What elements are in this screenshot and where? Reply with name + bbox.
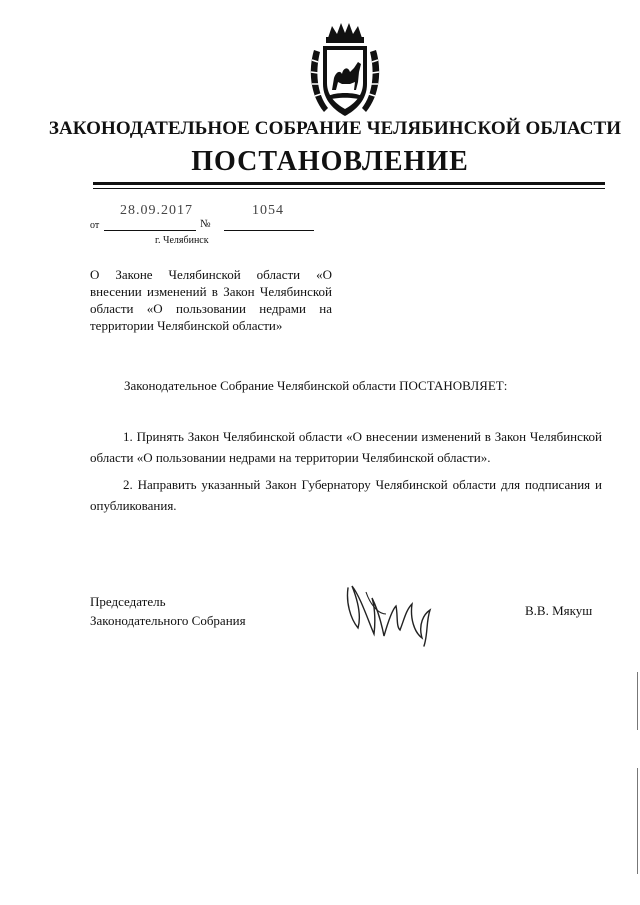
resolution-item-2: 2. Направить указанный Закон Губернатору Челябинской области для подписания и опубликования. [90,477,602,513]
number-label: № [200,218,211,230]
number-underline [224,230,314,231]
city-label: г. Челябинск [155,235,209,246]
preamble: Законодательное Собрание Челябинской области ПОСТАНОВЛЯЕТ: [124,378,508,393]
document-subject: О Законе Челябинской области «О внесении изменений в Закон Челябинской области «О пользовании недрами на территории Челябинской области» [90,267,332,333]
date-label: от [90,220,100,231]
document-type-title: ПОСТАНОВЛЕНИЕ [191,146,469,177]
date-underline [104,230,196,231]
resolution-item-1: 1. Принять Закон Челябинской области «О внесении изменений в Закон Челябинской области «О пользовании недрами на территории Челябинской области». [90,429,602,465]
number-value: 1054 [252,203,284,218]
coat-of-arms-icon [306,20,384,120]
signer-title-line-2: Законодательного Собрания [90,613,246,628]
assembly-name: ЗАКОНОДАТЕЛЬНОЕ СОБРАНИЕ ЧЕЛЯБИНСКОЙ ОБЛАСТИ [48,118,622,139]
date-value: 28.09.2017 [120,203,193,218]
scan-edge-mark [637,672,638,730]
header-rule-thick [93,182,605,185]
scan-edge-mark [637,768,638,874]
header-rule-thin [93,188,605,189]
signer-title-line-1: Председатель [90,594,166,609]
signer-name: В.В. Мякуш [525,603,593,618]
handwritten-signature-icon [340,574,440,652]
signer-title [90,592,246,630]
